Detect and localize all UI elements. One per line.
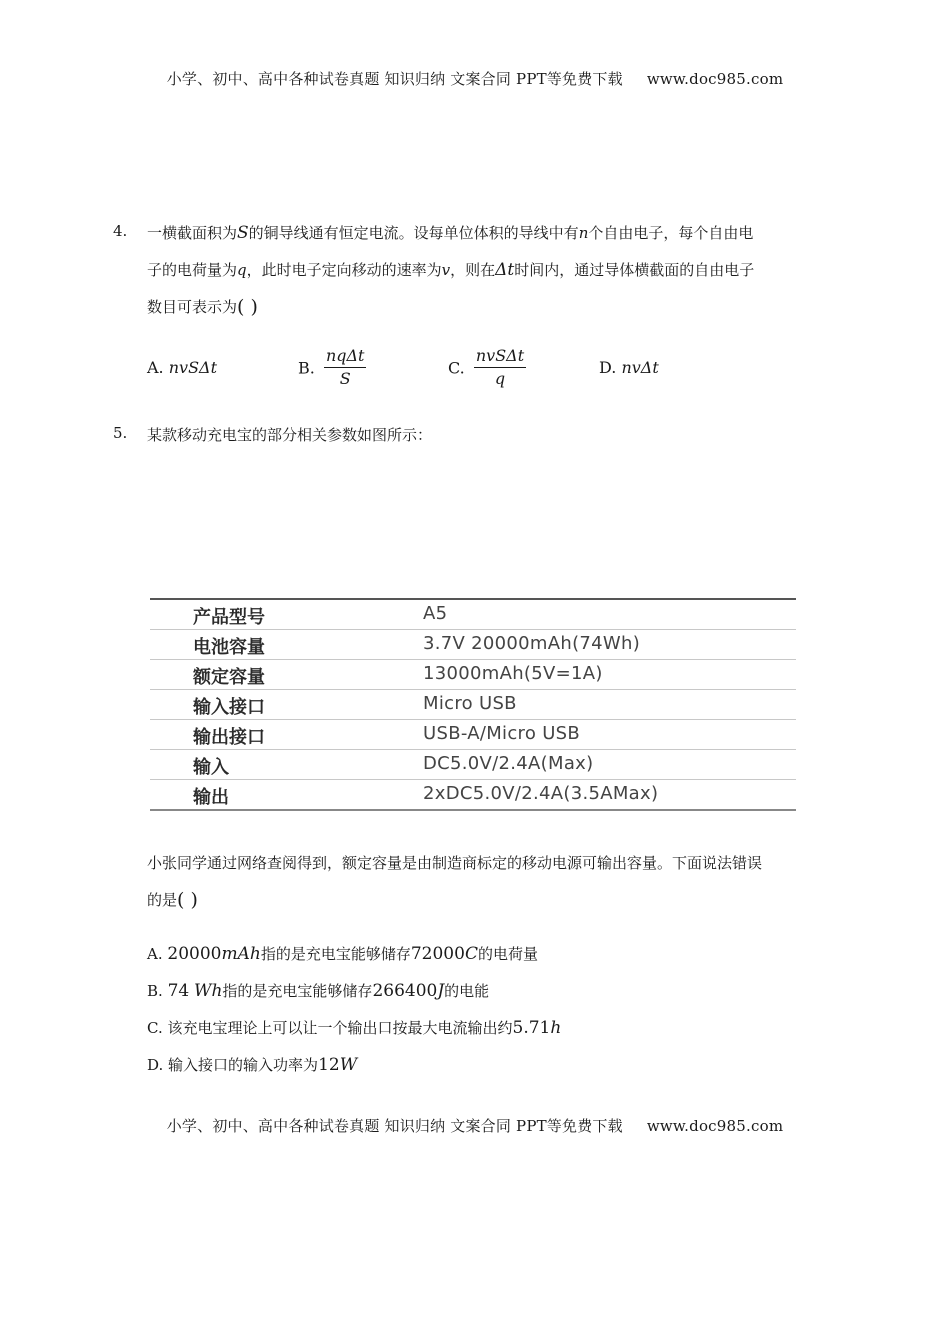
fraction (474, 346, 526, 390)
question-4-line-1 (147, 222, 753, 243)
option-expression: nvΔt (621, 358, 659, 377)
q4-var-q: q (237, 261, 247, 279)
option-text: 的电能 (444, 982, 490, 1000)
q5-option-c[interactable] (147, 1017, 561, 1038)
table-row (150, 779, 796, 809)
option-text: 的电荷量 (477, 945, 538, 963)
answer-blank: ( ) (237, 296, 258, 318)
option-text: 输入接口的输入功率为 (168, 1056, 319, 1074)
spec-key: 输入接口 (193, 697, 265, 718)
question-5-stem: 某款移动充电宝的部分相关参数如图所示： (147, 426, 433, 444)
q4-var-n: n (578, 224, 589, 242)
q4-text: 子的电荷量为 (147, 261, 238, 279)
option-unit: W (339, 1055, 358, 1075)
table-row (150, 749, 796, 779)
spec-key: 产品型号 (193, 607, 265, 628)
option-label: D. (147, 1056, 164, 1074)
spec-value: DC5.0V/2.4A(Max) (423, 753, 594, 774)
option-unit: h (550, 1018, 562, 1038)
q4-option-a[interactable] (147, 358, 217, 377)
footer-text: 小学、初中、高中各种试卷真题 知识归纳 文案合同 PPT等免费下载 (166, 1117, 623, 1135)
option-expression: nvSΔt (168, 358, 218, 377)
page-footer (0, 1115, 950, 1136)
question-5-number: 5. (113, 424, 128, 442)
q4-option-c[interactable] (448, 346, 526, 390)
option-text: 指的是充电宝能够储存 (260, 945, 411, 963)
spec-value: A5 (423, 603, 448, 624)
q4-var-v: v (441, 261, 451, 279)
q4-option-b[interactable] (298, 346, 366, 390)
q4-text: 一横截面积为 (147, 224, 238, 242)
spec-key: 额定容量 (193, 667, 265, 688)
q4-text: ，此时电子定向移动的速率为 (246, 261, 442, 279)
option-number: 5.71 (512, 1018, 551, 1038)
option-unit: C (464, 944, 478, 964)
header-text: 小学、初中、高中各种试卷真题 知识归纳 文案合同 PPT等免费下载 (166, 70, 623, 88)
option-label: B. (147, 982, 163, 1000)
question-4-line-3 (147, 296, 258, 318)
option-label: D. (599, 358, 617, 377)
fraction-numerator: nvSΔt (474, 346, 526, 368)
spec-value: USB-A/Micro USB (423, 723, 581, 744)
q4-text: ，则在 (450, 261, 496, 279)
question-4-number: 4. (113, 222, 128, 240)
q4-var-dt: Δt (495, 260, 515, 280)
question-5-para-line-1: 小张同学通过网络查阅得到，额定容量是由制造商标定的移动电源可输出容量。下面说法错误 (147, 854, 763, 872)
spec-key: 输出接口 (193, 727, 265, 748)
option-text: 指的是充电宝能够储存 (222, 982, 373, 1000)
q5-option-b[interactable] (147, 980, 489, 1001)
page-header (0, 68, 950, 89)
q4-text: 数目可表示为 (147, 298, 238, 316)
option-label: A. (147, 358, 164, 377)
q4-text: 个自由电子，每个自由电 (588, 224, 754, 242)
spec-key: 电池容量 (193, 637, 265, 658)
q4-var-S: S (237, 223, 249, 243)
question-5-para-line-2 (147, 889, 198, 911)
option-number: 12 (318, 1055, 340, 1075)
table-row (150, 719, 796, 749)
power-bank-spec-table (150, 598, 796, 811)
option-label: C. (147, 1019, 163, 1037)
q5-option-a[interactable] (147, 943, 538, 964)
spec-key: 输出 (193, 787, 229, 808)
q5-option-d[interactable] (147, 1054, 357, 1075)
table-row (150, 659, 796, 689)
option-number: 266400 (372, 981, 438, 1001)
option-unit: Wh (194, 981, 223, 1001)
option-text: 该充电宝理论上可以让一个输出口按最大电流输出约 (167, 1019, 513, 1037)
header-site-link[interactable]: www.doc985.com (646, 70, 784, 88)
fraction (324, 346, 367, 390)
spec-key: 输入 (193, 757, 229, 778)
table-row (150, 629, 796, 659)
option-label: B. (298, 358, 315, 378)
fraction-numerator: nqΔt (324, 346, 367, 368)
table-row (150, 689, 796, 719)
option-unit: mAh (221, 944, 261, 964)
q4-option-d[interactable] (599, 358, 659, 377)
fraction-denominator: S (339, 369, 351, 388)
q4-text: 时间内，通过导体横截面的自由电子 (514, 261, 755, 279)
question-4-line-2 (147, 259, 754, 280)
spec-value: 13000mAh(5V=1A) (423, 663, 603, 684)
spec-value: 2xDC5.0V/2.4A(3.5AMax) (423, 783, 659, 804)
fraction-denominator: q (494, 369, 506, 388)
option-label: C. (448, 358, 465, 378)
q4-text: 的铜导线通有恒定电流。设每单位体积的导线中有 (248, 224, 579, 242)
option-number: 72000 (410, 944, 465, 964)
spec-value: Micro USB (423, 693, 517, 714)
footer-site-link[interactable]: www.doc985.com (646, 1117, 784, 1135)
option-number: 74 (167, 981, 190, 1001)
option-unit: J (437, 981, 445, 1001)
option-number: 20000 (167, 944, 222, 964)
spec-value: 3.7V 20000mAh(74Wh) (423, 633, 641, 654)
table-row (150, 600, 796, 629)
q5-text: 的是 (147, 891, 178, 909)
option-label: A. (147, 945, 163, 963)
answer-blank: ( ) (177, 889, 198, 911)
